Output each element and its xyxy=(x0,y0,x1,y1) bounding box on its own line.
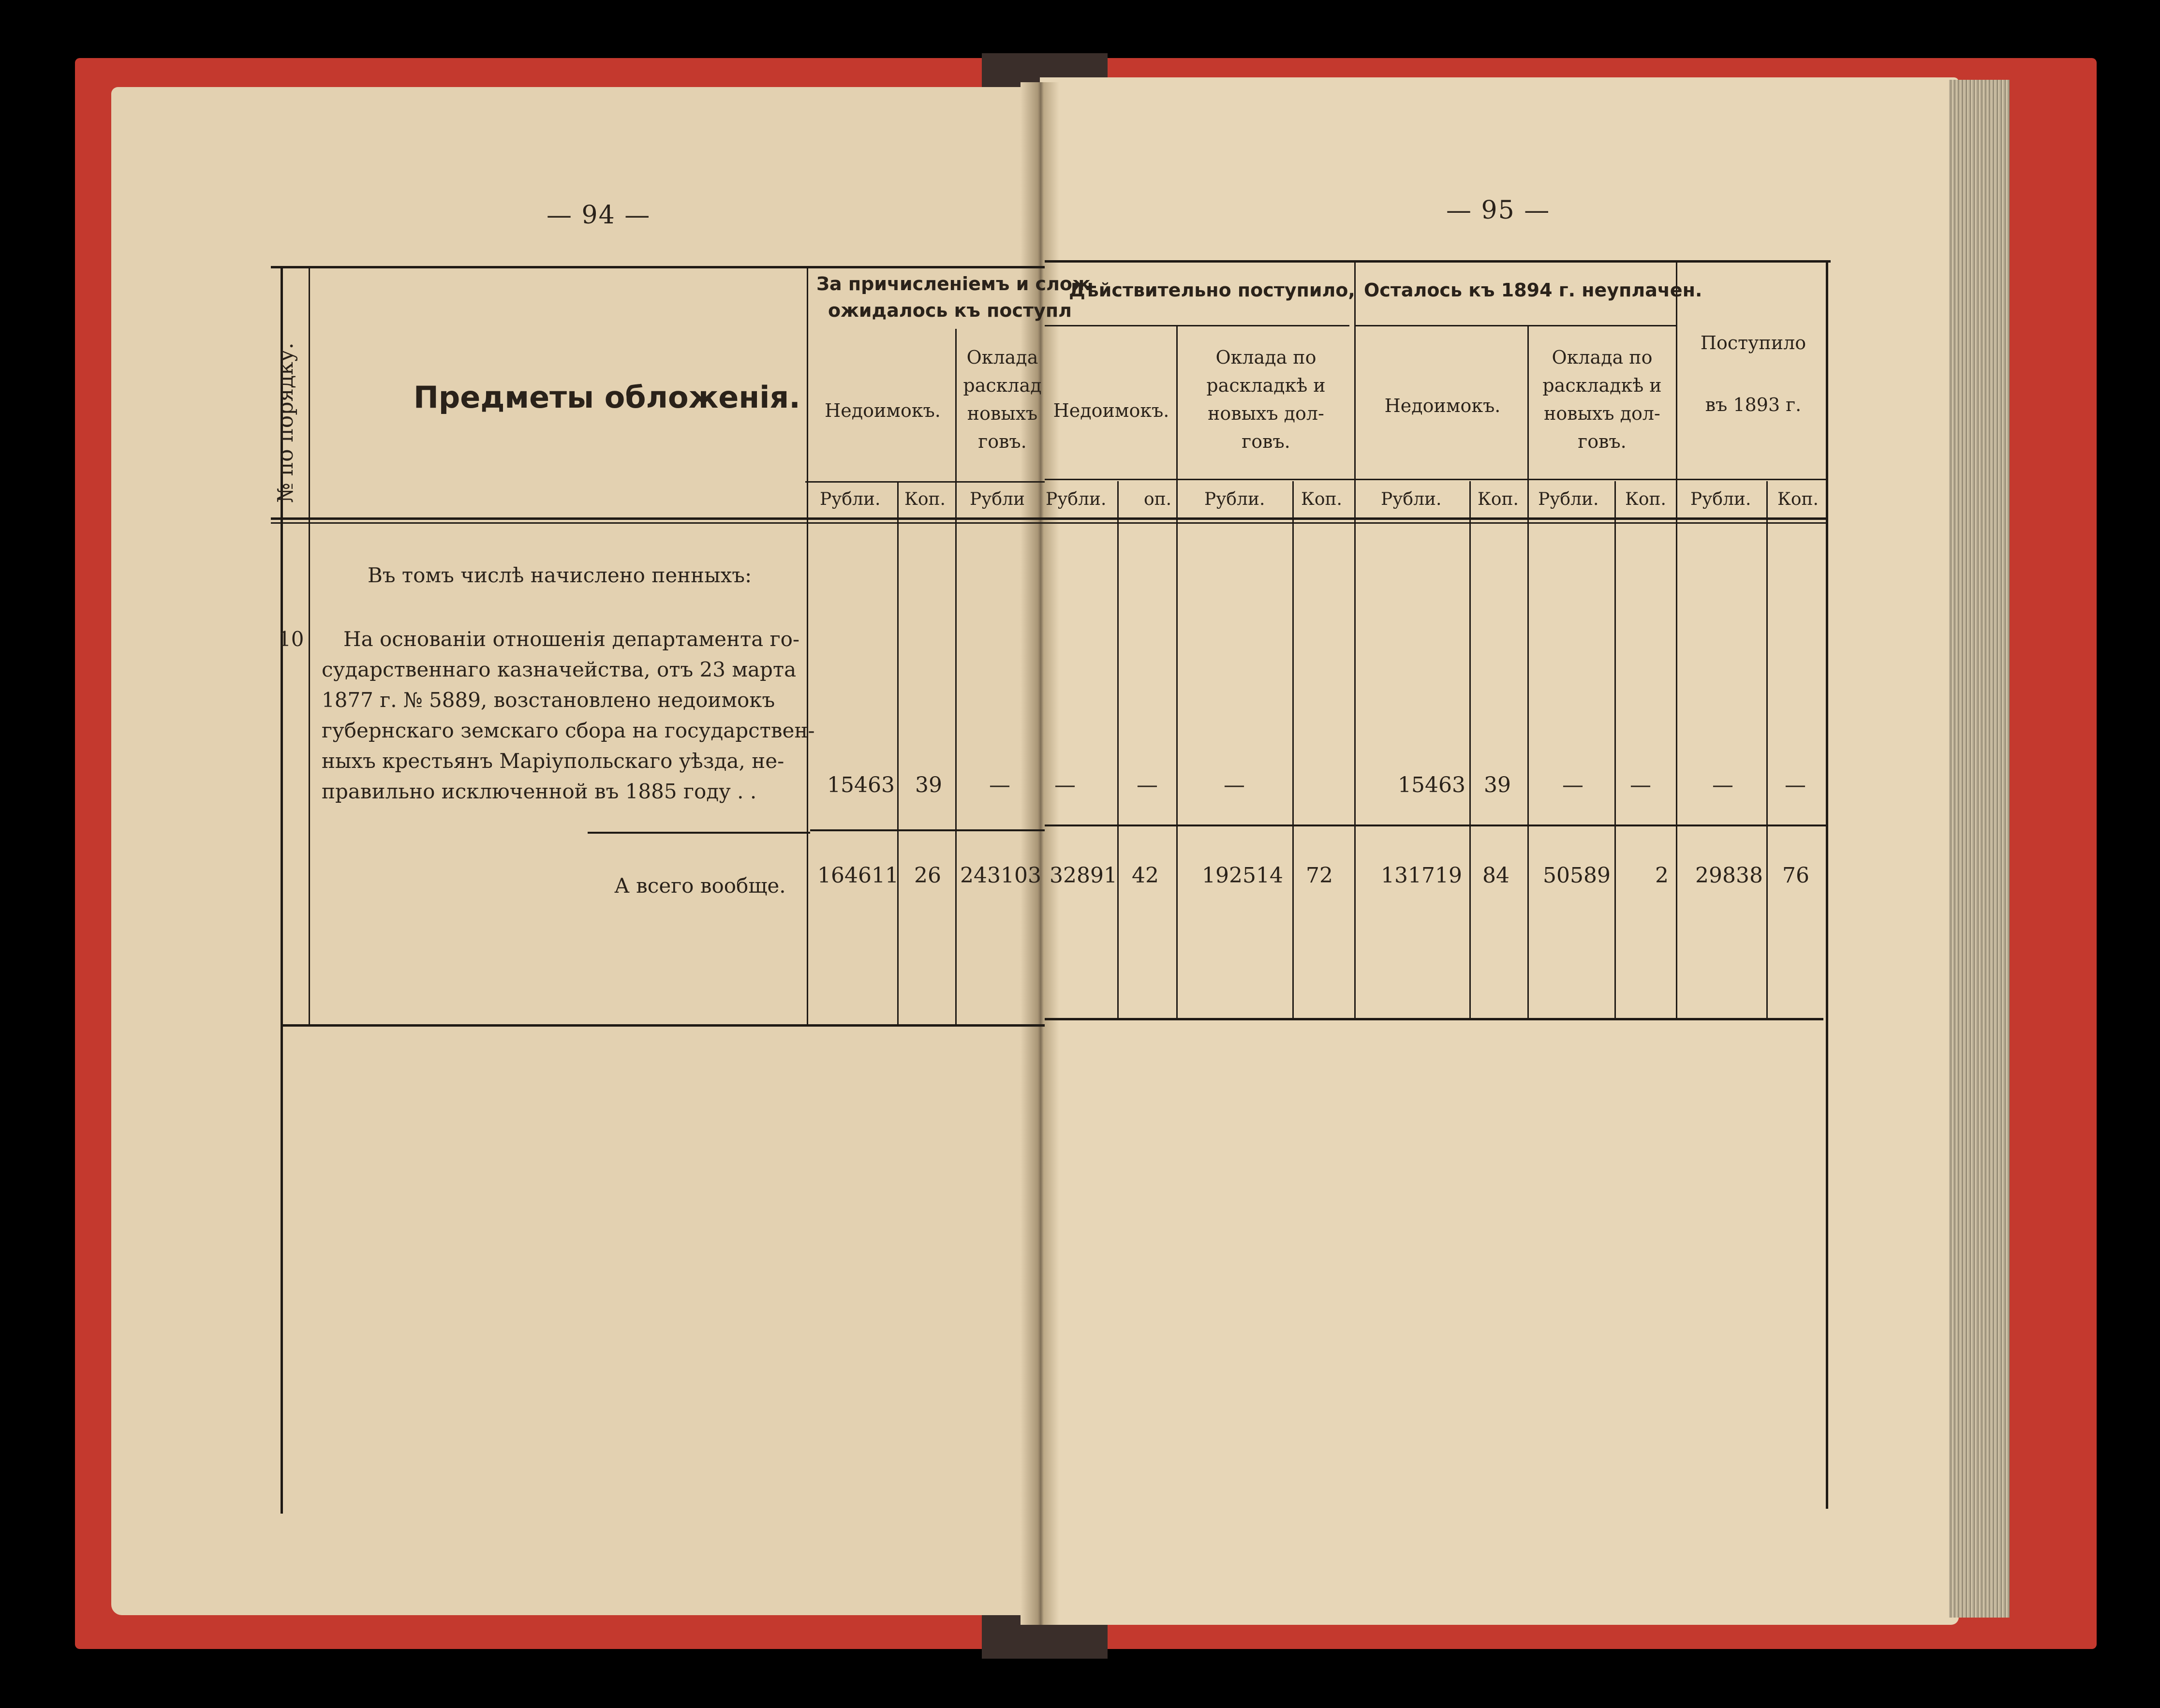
unit-rubles: Рубли. xyxy=(1046,489,1107,509)
row-number: 10 xyxy=(278,627,304,651)
subjects-header: Предметы обложенія. xyxy=(414,380,800,415)
expected-levy-header-line4: говъ. xyxy=(978,431,1027,452)
total-label: А всего вообще. xyxy=(614,874,786,898)
total-value: 164611 xyxy=(817,863,899,888)
row-value: — xyxy=(1054,773,1076,797)
total-value: 29838 xyxy=(1695,863,1763,888)
unit-rubles: Рубли. xyxy=(1204,489,1265,509)
received-levy-header-line1: Оклада по xyxy=(1215,347,1317,368)
unit-kopecks: Коп. xyxy=(1625,489,1666,509)
expected-header-line2: ожидалось къ поступл xyxy=(828,300,1072,321)
total-value: 26 xyxy=(914,863,941,888)
row-text-line: ныхъ крестьянъ Маріупольскаго уѣзда, не- xyxy=(322,749,784,773)
remaining-levy-header-line2: раскладкѣ и xyxy=(1542,375,1662,396)
received-arrears-header: Недоимокъ. xyxy=(1053,400,1169,421)
actually-received-header: Дѣйствительно поступило, xyxy=(1069,280,1355,301)
right-page xyxy=(1040,77,1959,1625)
row-value: — xyxy=(1224,773,1245,797)
unit-rubles: Рубли. xyxy=(820,489,881,509)
remaining-levy-header-line1: Оклада по xyxy=(1552,347,1653,368)
received-1893-header-line2: въ 1893 г. xyxy=(1705,394,1802,415)
unit-kopecks: Коп. xyxy=(904,489,946,509)
unit-kopecks: Коп. xyxy=(1301,489,1342,509)
row-text-line: правильно исключенной въ 1885 году . . xyxy=(322,780,757,803)
expected-levy-header-line3: новыхъ xyxy=(967,403,1038,424)
remaining-1894-header: Осталось къ 1894 г. неуплачен. xyxy=(1364,280,1702,301)
left-page-number: — 94 — xyxy=(547,201,651,230)
received-1893-header-line1: Поступило xyxy=(1700,332,1806,353)
row-value: — xyxy=(1712,773,1733,797)
row-number-header: № по порядку. xyxy=(273,342,298,503)
remaining-levy-header-line3: новыхъ дол- xyxy=(1544,403,1660,424)
received-levy-header-line4: говъ. xyxy=(1242,431,1290,452)
total-value: 2 xyxy=(1655,863,1669,888)
expected-levy-header-line1: Оклада xyxy=(966,347,1038,368)
row-value: — xyxy=(1785,773,1806,797)
total-value: 192514 xyxy=(1202,863,1283,888)
unit-kopecks: Коп. xyxy=(1478,489,1519,509)
row-text-line: сударственнаго казначейства, отъ 23 марта xyxy=(322,658,797,681)
row-value: 39 xyxy=(915,773,942,797)
row-value: — xyxy=(989,773,1010,797)
total-value: 243103 xyxy=(960,863,1041,888)
received-levy-header-line3: новыхъ дол- xyxy=(1208,403,1324,424)
unit-rubles: Рубли. xyxy=(1690,489,1751,509)
page-edges xyxy=(1949,80,2010,1618)
row-text-line: На основаніи отношенія департамента го- xyxy=(343,627,800,651)
total-value: 84 xyxy=(1482,863,1509,888)
remaining-arrears-header: Недоимокъ. xyxy=(1384,395,1501,416)
row-value: — xyxy=(1630,773,1651,797)
row-value: — xyxy=(1562,773,1583,797)
unit-kopecks: Коп. xyxy=(1777,489,1819,509)
row-value: — xyxy=(1137,773,1158,797)
total-value: 42 xyxy=(1132,863,1159,888)
penalties-caption: Въ томъ числѣ начислено пенныхъ: xyxy=(368,563,752,587)
remaining-levy-header-line4: говъ. xyxy=(1578,431,1627,452)
total-value: 32891 xyxy=(1050,863,1117,888)
expected-header-line1: За причисленіемъ и слож xyxy=(816,273,1091,294)
received-levy-header-line2: раскладкѣ и xyxy=(1206,375,1326,396)
row-value: 15463 xyxy=(827,773,895,797)
unit-rubles: Рубли. xyxy=(1538,489,1599,509)
unit-rubles: Рубли xyxy=(970,489,1025,509)
total-value: 76 xyxy=(1782,863,1809,888)
expected-arrears-header: Недоимокъ. xyxy=(825,400,941,421)
row-text-line: губернскаго земскаго сбора на государствен- xyxy=(322,719,815,742)
total-value: 72 xyxy=(1306,863,1333,888)
expected-levy-header-line2: расклад xyxy=(963,375,1042,396)
unit-rubles: Рубли. xyxy=(1381,489,1442,509)
total-value: 50589 xyxy=(1543,863,1611,888)
row-text-line: 1877 г. № 5889, возстановлено недоимокъ xyxy=(322,688,775,712)
row-value: 39 xyxy=(1484,773,1511,797)
row-value: 15463 xyxy=(1398,773,1465,797)
total-value: 131719 xyxy=(1381,863,1462,888)
right-page-number: — 95 — xyxy=(1446,196,1551,225)
unit-kopecks: оп. xyxy=(1144,489,1172,509)
